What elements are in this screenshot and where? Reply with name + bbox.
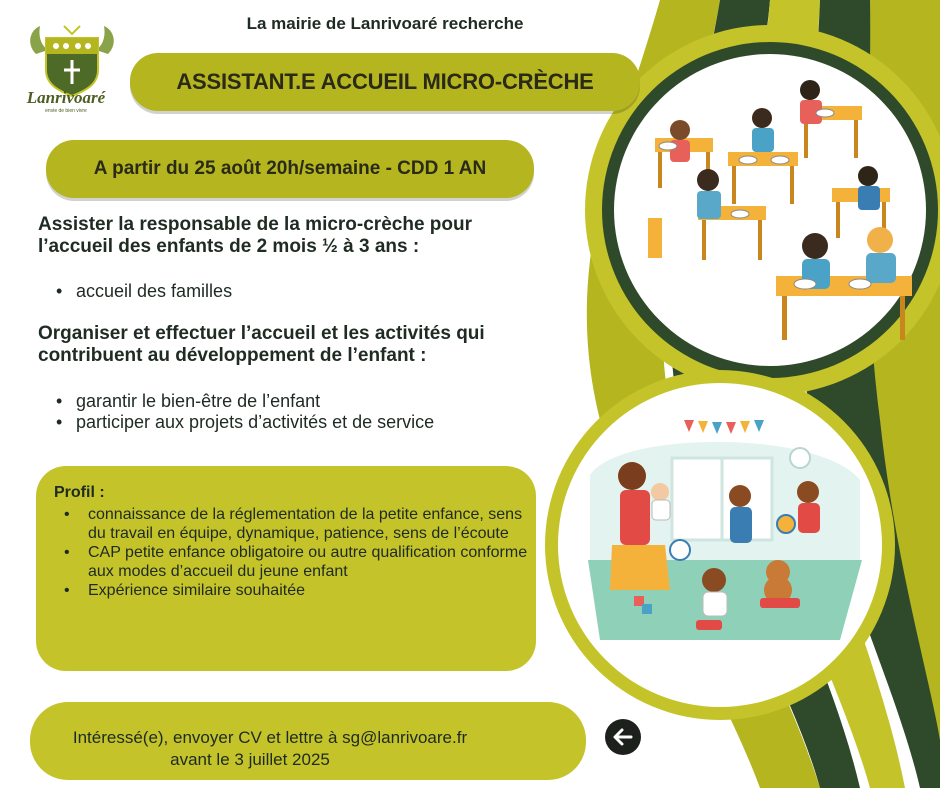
bullet-list — [54, 391, 434, 433]
list-item: • connaissance de la réglementation de la petite enfance, sens du travail en équipe, dynamique, patience, sens de l’écoute — [62, 506, 530, 543]
list-item: • CAP petite enfance obligatoire ou autre qualification conforme aux modes d’accueil du jeune enfant — [62, 544, 530, 581]
list-item: • accueil des familles — [54, 281, 232, 302]
arrow-button[interactable] — [605, 719, 641, 755]
contact-box — [30, 702, 586, 780]
clock-icon — [790, 448, 810, 468]
teddy-bear-icon — [764, 560, 792, 604]
bullet-list — [54, 281, 232, 302]
section-heading-line: Assister la responsable de la micro-crèche pour — [38, 214, 473, 235]
contact-line: Intéressé(e), envoyer CV et lettre à sg@lanrivoare.fr — [72, 728, 468, 747]
section-heading — [38, 214, 558, 258]
profile-list — [62, 506, 530, 602]
list-item: • participer aux projets d’activités et de service — [54, 412, 434, 433]
job-title: ASSISTANT.E ACCUEIL MICRO-CRÈCHE — [130, 53, 640, 111]
arrow-left-icon — [605, 719, 641, 755]
profile-title: Profil : — [54, 484, 105, 501]
page-header: La mairie de Lanrivoaré recherche — [246, 14, 524, 33]
section-heading-line: l’accueil des enfants de 2 mois ½ à 3 ans : — [38, 236, 420, 257]
section-heading-line: contribuent au développement de l’enfant : — [38, 345, 427, 366]
list-item: • garantir le bien-être de l’enfant — [54, 391, 434, 412]
section-heading — [38, 323, 558, 367]
deadline-line: avant le 3 juillet 2025 — [170, 750, 330, 769]
children-eating-illustration — [614, 54, 926, 366]
contract-details: A partir du 25 août 20h/semaine - CDD 1 AN — [46, 140, 534, 198]
ball-icon — [670, 540, 690, 560]
logo-name: Lanrivoaré — [26, 88, 106, 107]
logo-motto: envie de bien vivre — [45, 108, 87, 114]
toy-block — [642, 604, 652, 614]
toy-car — [696, 620, 722, 630]
ball-icon — [777, 515, 795, 533]
list-item: • Expérience similaire souhaitée — [62, 582, 530, 601]
toy-train — [760, 598, 800, 608]
section-heading-line: Organiser et effectuer l’accueil et les activités qui — [38, 323, 485, 344]
profile-box — [36, 466, 536, 671]
